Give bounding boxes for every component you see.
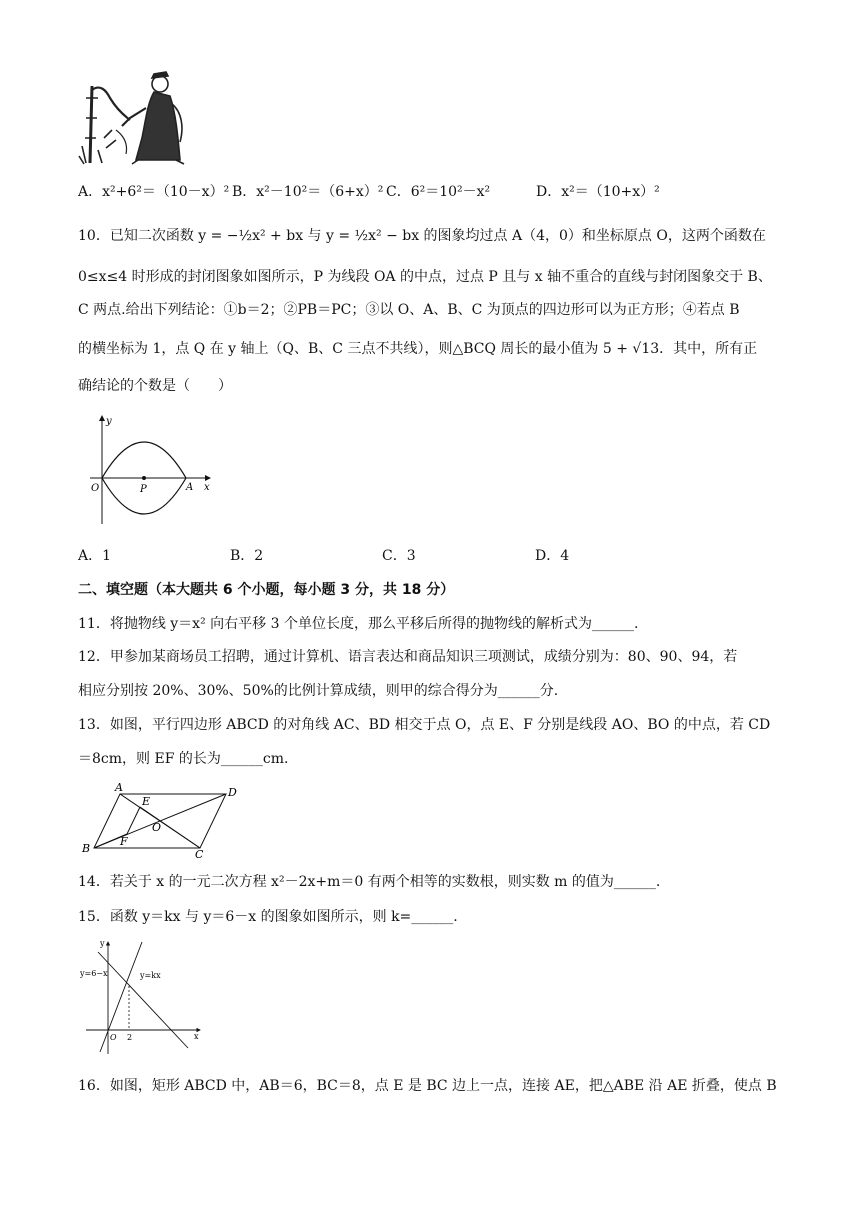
q9-option-a[interactable]: A．x²+6²＝（10－x）² (78, 184, 230, 200)
q13-parallelogram-figure (80, 780, 240, 860)
q13-label-o: O (152, 821, 162, 834)
q10-line-5: 确结论的个数是（ ） (78, 378, 232, 394)
q16-line-1: 16．如图，矩形 ABCD 中，AB＝6，BC＝8，点 E 是 BC 边上一点，连接 AE，把△ABE 沿 AE 折叠，使点 B (78, 1078, 777, 1094)
bamboo-scholar-illustration (76, 68, 196, 168)
q13-label-a: A (115, 781, 123, 794)
q15-label-o: O (110, 1033, 117, 1042)
q10-label-p: P (140, 484, 147, 495)
q15-label-line-1: y=6−x (80, 969, 108, 978)
q13-label-d: D (228, 786, 237, 799)
q13-label-f: F (120, 835, 128, 848)
q10-line-4: 的横坐标为 1，点 Q 在 y 轴上（Q、B、C 三点不共线），则△BCQ 周长的最小值为 5 + √13．其中，所有正 (78, 341, 758, 357)
q10-option-d[interactable]: D．4 (535, 548, 570, 564)
q15-line-1: 15．函数 y＝kx 与 y＝6－x 的图象如图所示，则 k=______. (78, 909, 458, 925)
q10-line-3: C 两点.给出下列结论：①b＝2；②PB＝PC；③以 O、A、B、C 为顶点的四边形可以为正方形；④若点 B (78, 302, 740, 318)
q15-label-x: x (194, 1032, 199, 1041)
q10-parabola-figure (86, 412, 216, 532)
q13-label-b: B (82, 842, 91, 855)
q13-line-1: 13．如图，平行四边形 ABCD 的对角线 AC、BD 相交于点 O，点 E、F 分别是线段 AO、BO 的中点，若 CD (78, 717, 771, 733)
q9-option-b[interactable]: B．x²－10²＝（6+x）² (232, 184, 384, 200)
q10-label-y: y (106, 416, 112, 427)
q10-label-o: O (91, 483, 100, 494)
q9-option-d[interactable]: D．x²＝（10+x）² (536, 184, 660, 200)
q10-option-c[interactable]: C．3 (382, 548, 416, 564)
q11-line-1: 11．将抛物线 y＝x² 向右平移 3 个单位长度，那么平移后所得的抛物线的解析式为______. (78, 616, 639, 632)
q15-label-2: 2 (127, 1033, 133, 1042)
q10-line-2: 0≤x≤4 时形成的封闭图象如图所示，P 为线段 OA 的中点，过点 P 且与 x 轴不重合的直线与封闭图象交于 B、 (78, 269, 772, 285)
q9-option-c[interactable]: C．6²＝10²－x² (386, 184, 491, 200)
q10-option-a[interactable]: A．1 (78, 548, 112, 564)
q12-line-1: 12．甲参加某商场员工招聘，通过计算机、语言表达和商品知识三项测试，成绩分别为：80、90、94，若 (78, 649, 738, 665)
q13-line-2: ＝8cm，则 EF 的长为______cm. (78, 751, 289, 767)
q10-option-b[interactable]: B．2 (230, 548, 264, 564)
section-2-heading: 二、填空题（本大题共 6 个小题，每小题 3 分，共 18 分） (78, 582, 455, 598)
q10-label-a: A (186, 482, 194, 493)
q13-label-e: E (142, 795, 151, 808)
q10-line-1: 10．已知二次函数 y = −½x² + bx 与 y = ½x² − bx 的图象均过点 A（4，0）和坐标原点 O，这两个函数在 (78, 228, 766, 244)
q15-linear-figure (78, 938, 208, 1058)
q15-label-line-2: y=kx (140, 971, 161, 980)
q14-line-1: 14．若关于 x 的一元二次方程 x²－2x+m＝0 有两个相等的实数根，则实数 m 的值为______. (78, 874, 661, 890)
q12-line-2: 相应分别按 20%、30%、50%的比例计算成绩，则甲的综合得分为______分. (78, 683, 559, 699)
q10-label-x: x (204, 482, 210, 493)
q13-label-c: C (195, 848, 204, 861)
q15-label-y: y (100, 939, 105, 948)
